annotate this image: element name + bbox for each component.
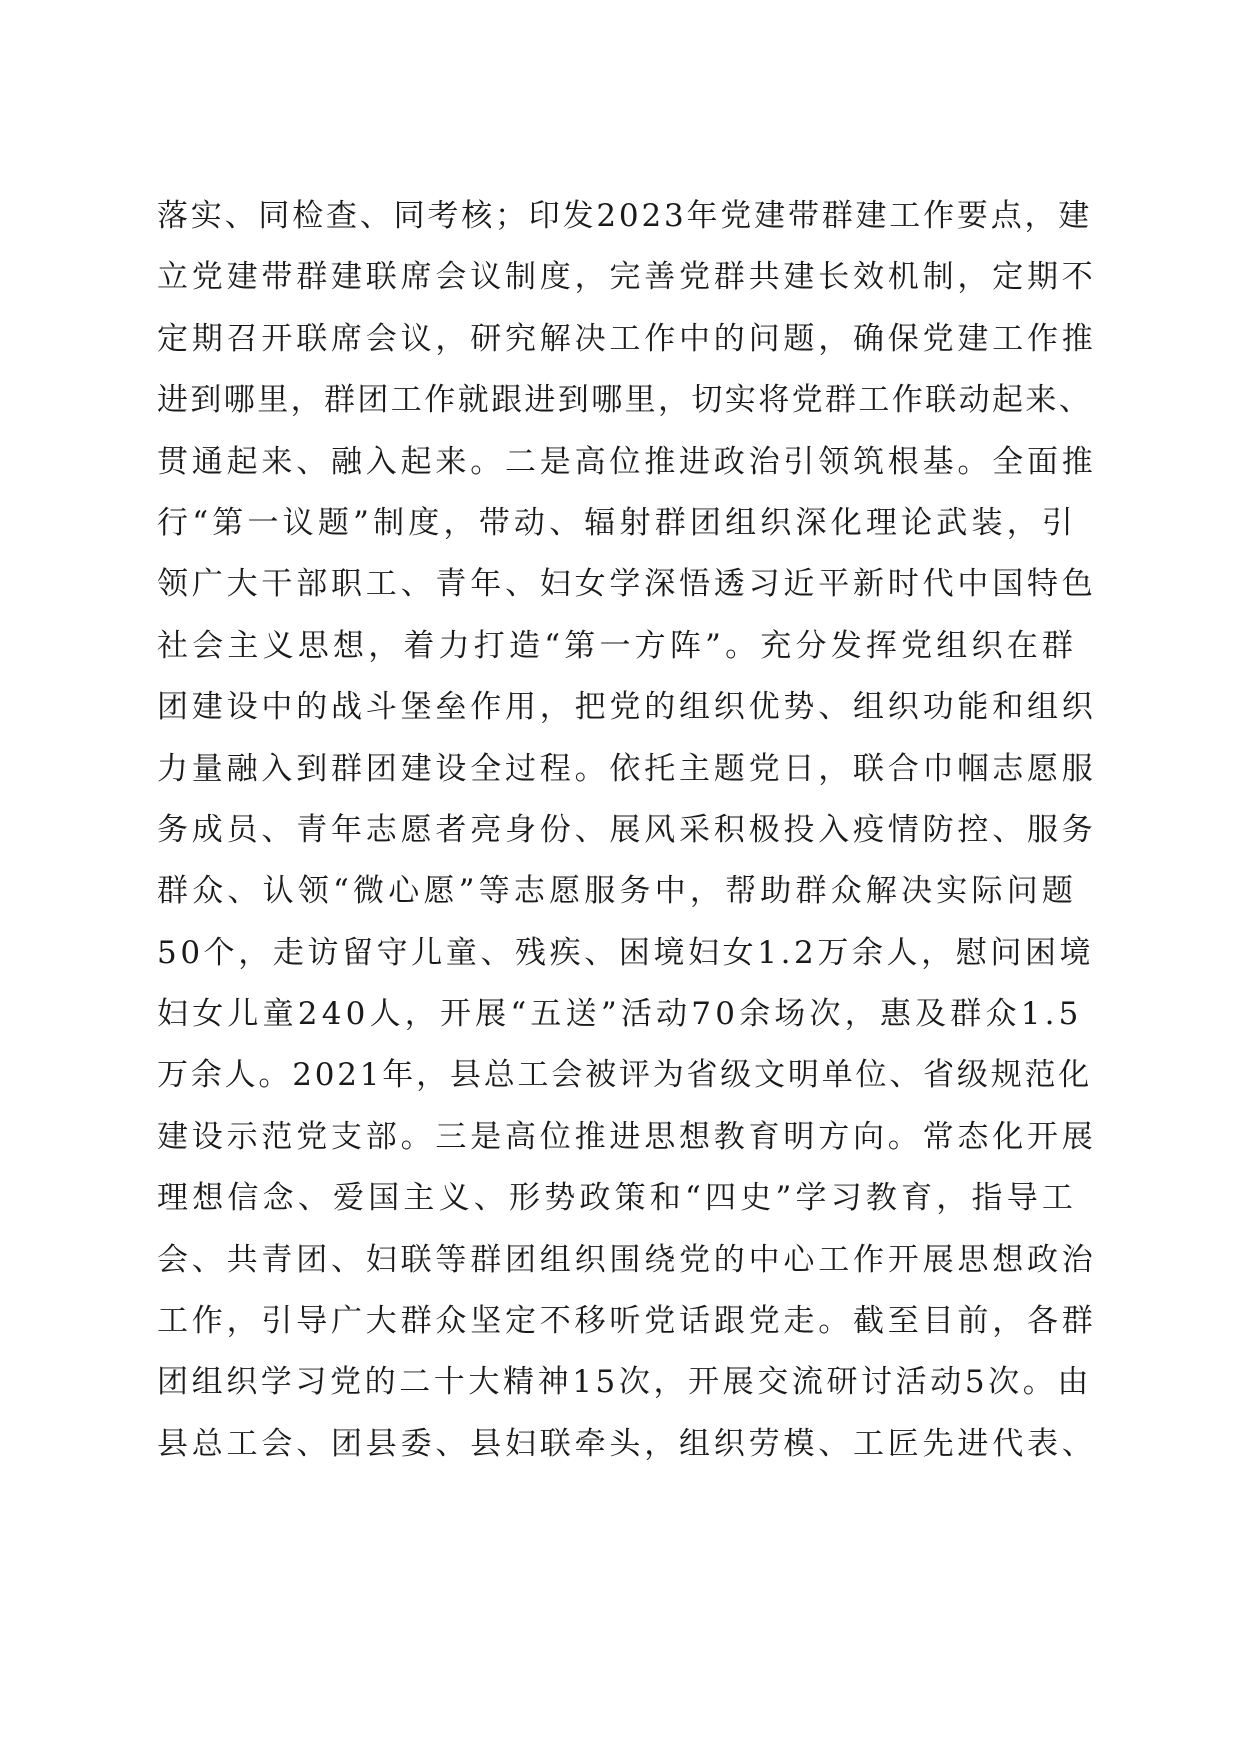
text-line-8: 社会主义思想，着力打造“第一方阵”。充分发挥党组织在群 — [157, 627, 1078, 664]
text-line-5: 贯通起来、融入起来。二是高位推进政治引领筑根基。全面推 — [157, 443, 1097, 480]
text-line-16: 建设示范党支部。三是高位推进思想教育明方向。常态化开展 — [157, 1118, 1097, 1155]
text-line-14: 妇女儿童240人，开展“五送”活动70余场次，惠及群众1.5 — [157, 996, 1083, 1033]
text-line-2: 立党建带群建联席会议制度，完善党群共建长效机制，定期不 — [157, 259, 1097, 296]
text-line-4: 进到哪里，群团工作就跟进到哪里，切实将党群工作联动起来、 — [157, 382, 1093, 419]
text-line-13: 50个，走访留守儿童、残疾、困境妇女1.2万余人，慰问困境 — [157, 934, 1095, 971]
text-line-11: 务成员、青年志愿者亮身份、展风采积极投入疫情防控、服务 — [157, 811, 1097, 848]
text-line-18: 会、共青团、妇联等群团组织围绕党的中心工作开展思想政治 — [157, 1241, 1097, 1278]
text-line-17: 理想信念、爱国主义、形势政策和“四史”学习教育，指导工 — [157, 1180, 1078, 1217]
text-line-7: 领广大干部职工、青年、妇女学深悟透习近平新时代中国特色 — [157, 566, 1097, 603]
text-line-21: 县总工会、团县委、县妇联牵头，组织劳模、工匠先进代表、 — [157, 1425, 1097, 1462]
text-line-12: 群众、认领“微心愿”等志愿服务中，帮助群众解决实际问题 — [157, 873, 1078, 910]
body-text — [157, 186, 1097, 1475]
text-line-19: 工作，引导广大群众坚定不移听党话跟党走。截至目前，各群 — [157, 1303, 1097, 1340]
text-line-3: 定期召开联席会议，研究解决工作中的问题，确保党建工作推 — [157, 320, 1097, 357]
text-line-6: 行“第一议题”制度，带动、辐射群团组织深化理论武装，引 — [157, 504, 1078, 541]
text-line-10: 力量融入到群团建设全过程。依托主题党日，联合巾帼志愿服 — [157, 750, 1097, 787]
text-line-20: 团组织学习党的二十大精神15次，开展交流研讨活动5次。由 — [157, 1364, 1092, 1401]
text-line-9: 团建设中的战斗堡垒作用，把党的组织优势、组织功能和组织 — [157, 689, 1097, 726]
text-line-1: 落实、同检查、同考核；印发2023年党建带群建工作要点，建 — [157, 198, 1093, 234]
text-line-15: 万余人。2021年，县总工会被评为省级文明单位、省级规范化 — [157, 1057, 1093, 1094]
